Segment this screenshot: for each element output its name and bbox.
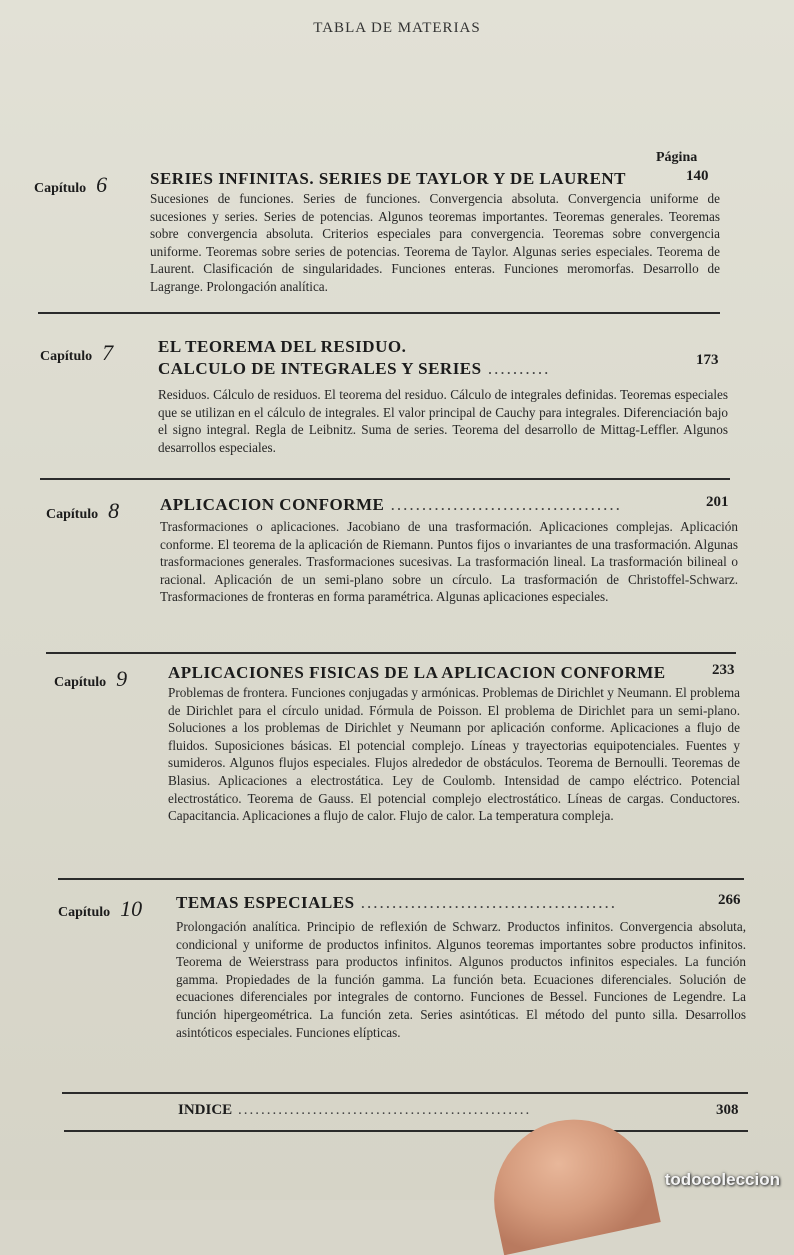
chapter-title-line: APLICACION CONFORME: [160, 495, 385, 514]
index-page: 308: [716, 1102, 739, 1118]
chapter-title-line: CALCULO DE INTEGRALES Y SERIES: [158, 359, 482, 378]
chapter-word: Capítulo: [54, 675, 107, 690]
chapter-description: Trasformaciones o aplicaciones. Jacobiano de una trasformación. Aplicaciones complejas. Aplicación conforme. El teorema de la aplicación de Riemann. Puntos fijos o invariantes de una trasformación. Algunas trasformaciones generales. Trasformaciones sucesivas. La trasformación lineal. La trasformación bilineal o racional. Aplicación de un semi-plano sobre un círculo. La trasformación de Christoffel-Schwarz. Trasformaciones de fronteras en forma paramétrica. Algunas aplicaciones especiales.: [160, 519, 738, 605]
watermark-logo: todocoleccion: [664, 1170, 780, 1189]
divider-rule: [38, 312, 720, 314]
index-entry: [178, 1102, 748, 1119]
chapter-num: 7: [102, 340, 114, 365]
chapter-title: [150, 168, 626, 190]
chapter-page: 173: [696, 352, 719, 368]
chapter-num: 6: [96, 172, 108, 197]
running-head: TABLA DE MATERIAS: [313, 20, 481, 36]
divider-rule: [40, 478, 730, 480]
leader-dots: ..........: [481, 359, 551, 378]
finger-photo-overlay: [479, 1105, 660, 1255]
chapter-8: [46, 494, 736, 644]
chapter-number: [46, 498, 119, 524]
chapter-number: [34, 172, 107, 198]
chapter-title-line: APLICACIONES FISICAS DE LA APLICACION CONFORME: [168, 663, 666, 682]
chapter-word: Capítulo: [46, 507, 99, 522]
chapter-title: [168, 662, 666, 684]
chapter-description: Problemas de frontera. Funciones conjugadas y armónicas. Problemas de Dirichlet y Neumann. El problema de Dirichlet para el círculo unidad. Fórmula de Poisson. El problema de Dirichlet para un semi-plano. Soluciones a los problemas de Dirichlet y Neumann por aplicación conforme. Aplicaciones a flujo de fluidos. Suposiciones básicas. El potencial complejo. Líneas y trayectorias equipotenciales. Fuentes y sumideros. Algunos flujos especiales. Flujos alrededor de obstáculos. Teorema de Bernoulli. Teoremas de Blasius. Aplicaciones a electrostática. Ley de Coulomb. Intensidad de campo eléctrico. Potencial electrostático. Teorema de Gauss. El potencial complejo electrostático. Líneas de cargas. Conductores. Capacitancia. Aplicaciones a flujo de calor. Flujo de calor. La temperatura compleja.: [168, 685, 740, 824]
divider-rule: [62, 1092, 748, 1094]
leader-dots: .....................................: [384, 495, 622, 514]
chapter-number: [58, 896, 142, 922]
chapter-title: [158, 336, 550, 380]
divider-rule: [46, 652, 736, 654]
chapter-6: [34, 168, 724, 308]
chapter-number: [40, 340, 113, 366]
index-label: INDICE: [178, 1102, 233, 1118]
chapter-title: [160, 494, 622, 516]
chapter-description: Sucesiones de funciones. Series de funciones. Convergencia absoluta. Convergencia uniforme de sucesiones y series. Series de potencias. Algunos teoremas importantes. Teoremas generales. Teoremas sobre convergencia absoluta. Criterios especiales para convergencia. Teoremas sobre convergencia uniforme. Teoremas sobre series de potencias. Teorema de Taylor. Algunas series especiales. Teorema de Laurent. Clasificación de singularidades. Funciones enteras. Funciones meromorfas. Desarrollo de Lagrange. Prolongación analítica.: [150, 191, 720, 294]
chapter-word: Capítulo: [34, 181, 87, 196]
divider-rule: [64, 1130, 748, 1132]
chapter-number: [54, 666, 127, 692]
leader-dots: .........................................: [354, 893, 618, 912]
chapter-page: 140: [686, 168, 709, 184]
chapter-num: 10: [120, 896, 143, 921]
chapter-description: Prolongación analítica. Principio de reflexión de Schwarz. Productos infinitos. Convergencia absoluta, condicional y uniforme de productos infinitos. Algunos teoremas importantes sobre productos infinitos. Teorema de Weierstrass para productos infinitos. Algunos productos infinitos especiales. La función gamma. Propiedades de la función gamma. La función beta. Ecuaciones diferenciales. Solución de ecuaciones diferenciales por integrales de contorno. Funciones de Bessel. Funciones de Legendre. La función hipergeométrica. La función zeta. Series asintóticas. El método del punto silla. Desarrollos asintóticos especiales. Funciones elípticas.: [176, 919, 746, 1040]
chapter-title-line: EL TEOREMA DEL RESIDUO.: [158, 337, 407, 356]
chapter-num: 9: [116, 666, 128, 691]
chapter-num: 8: [108, 498, 120, 523]
chapter-page: 233: [712, 662, 735, 678]
chapter-word: Capítulo: [40, 349, 93, 364]
page-column-label: Página: [656, 150, 698, 165]
chapter-title: [176, 892, 617, 914]
chapter-word: Capítulo: [58, 905, 111, 920]
chapter-description: Residuos. Cálculo de residuos. El teorema del residuo. Cálculo de integrales definidas. Teoremas especiales que se utilizan en el cálculo de integrales. El valor principal de Cauchy para integrales. Diferenciación bajo el signo integral. Regla de Leibnitz. Suma de series. Teorema del desarrollo de Mittag-Leffler. Algunos desarrollos especiales.: [158, 387, 728, 455]
divider-rule: [58, 878, 744, 880]
chapter-page: 266: [718, 892, 741, 908]
chapter-9: [54, 662, 744, 872]
chapter-page: 201: [706, 494, 729, 510]
chapter-7: [40, 336, 730, 476]
chapter-title-line: TEMAS ESPECIALES: [176, 893, 355, 912]
chapter-title-line: SERIES INFINITAS. SERIES DE TAYLOR Y DE LAURENT: [150, 169, 627, 188]
leader-dots: ...................................................: [232, 1102, 532, 1118]
chapter-10: [58, 892, 748, 1092]
